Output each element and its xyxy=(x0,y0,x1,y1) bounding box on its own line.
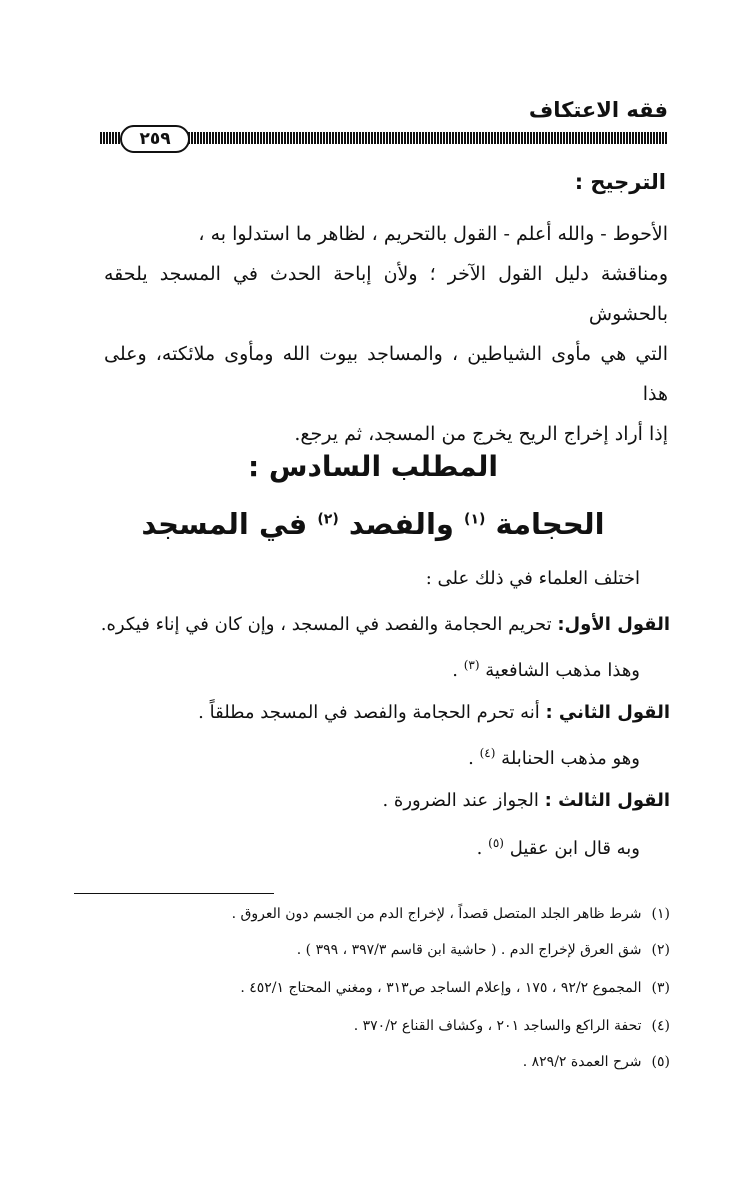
footnote-ref: (٤) xyxy=(479,746,496,760)
section-subtitle xyxy=(0,507,746,541)
madhhab-text: وبه قال ابن عقيل xyxy=(509,838,640,859)
footnote-ref: (١) xyxy=(464,511,486,528)
opinion-2 xyxy=(198,702,670,723)
page-number: ٢٥٩ xyxy=(120,125,190,153)
footnote-text: تحفة الراكع والساجد ٢٠١ ، وكشاف القناع ٣٧٠/٢ . xyxy=(353,1018,642,1034)
footnote-text: شرط ظاهر الجلد المتصل قصداً ، لإخراج الدم من الجسم دون العروق . xyxy=(231,906,642,922)
period: . xyxy=(476,838,489,859)
subtitle-fasd: والفصد xyxy=(348,507,454,541)
footnote-2 xyxy=(297,942,670,958)
subtitle-masjid: في المسجد xyxy=(141,507,308,541)
footnote-5 xyxy=(523,1054,670,1070)
footnote-ref: (٢) xyxy=(317,511,339,528)
footnote-number: (٥) xyxy=(651,1054,670,1070)
footnote-4 xyxy=(354,1018,670,1034)
footnote-number: (٢) xyxy=(651,942,670,958)
tarjih-heading: الترجيح : xyxy=(574,170,666,194)
period: . xyxy=(452,660,464,681)
madhhab-text: وهو مذهب الحنابلة xyxy=(501,748,640,769)
opinion-1 xyxy=(101,614,670,635)
header-rule xyxy=(100,128,668,148)
madhhab-line xyxy=(477,836,640,859)
footnote-ref: (٥) xyxy=(488,836,504,850)
footnote-number: (٣) xyxy=(651,980,670,996)
footnote-3 xyxy=(240,980,670,996)
tarjih-line: ومناقشة دليل القول الآخر ؛ ولأن إباحة الحدث في المسجد يلحقه بالحشوش xyxy=(104,263,668,325)
subtitle-hijama: الحجامة xyxy=(495,507,605,541)
opinion-label: القول الثاني : xyxy=(545,702,670,723)
opinion-text: تحريم الحجامة والفصد في المسجد ، وإن كان في إناء فيكره. xyxy=(100,614,558,635)
intro-line: اختلف العلماء في ذلك على : xyxy=(425,568,640,589)
tarjih-line: الأحوط - والله أعلم - القول بالتحريم ، لظاهر ما استدلوا به ، xyxy=(198,223,668,245)
madhhab-line xyxy=(452,658,640,681)
tarjih-line: التي هي مأوى الشياطين ، والمساجد بيوت الله ومأوى ملائكته، وعلى هذا xyxy=(104,343,668,405)
running-title: فقه الاعتكاف xyxy=(528,98,668,122)
opinion-text: الجواز عند الضرورة . xyxy=(382,790,545,811)
section-title: المطلب السادس : xyxy=(247,450,499,483)
opinion-label: القول الأول: xyxy=(557,614,670,635)
header-rule-left xyxy=(100,132,120,144)
header-rule-right xyxy=(188,132,668,144)
footnote-number: (١) xyxy=(651,906,670,922)
footnote-text: شرح العمدة ٨٢٩/٢ . xyxy=(522,1054,642,1070)
footnote-text: المجموع ٩٢/٢ ، ١٧٥ ، وإعلام الساجد ص٣١٣ ، ومغني المحتاج ٤٥٢/١ . xyxy=(240,980,642,996)
footnote-ref: (٣) xyxy=(463,658,480,672)
madhhab-text: وهذا مذهب الشافعية xyxy=(485,660,640,681)
opinion-text: أنه تحرم الحجامة والفصد في المسجد مطلقاً . xyxy=(198,702,546,723)
footnote-number: (٤) xyxy=(651,1018,670,1034)
opinion-3 xyxy=(382,790,670,811)
opinion-label: القول الثالث : xyxy=(544,790,670,811)
madhhab-line xyxy=(468,746,640,769)
tarjih-line: إذا أراد إخراج الريح يخرج من المسجد، ثم يرجع. xyxy=(294,423,668,445)
footnote-separator xyxy=(74,893,274,894)
tarjih-paragraph xyxy=(104,214,668,454)
period: . xyxy=(468,748,480,769)
footnote-text: شق العرق لإخراج الدم . ( حاشية ابن قاسم ٣٩٧/٣ ، ٣٩٩ ) . xyxy=(296,942,642,958)
footnote-1 xyxy=(232,906,670,922)
